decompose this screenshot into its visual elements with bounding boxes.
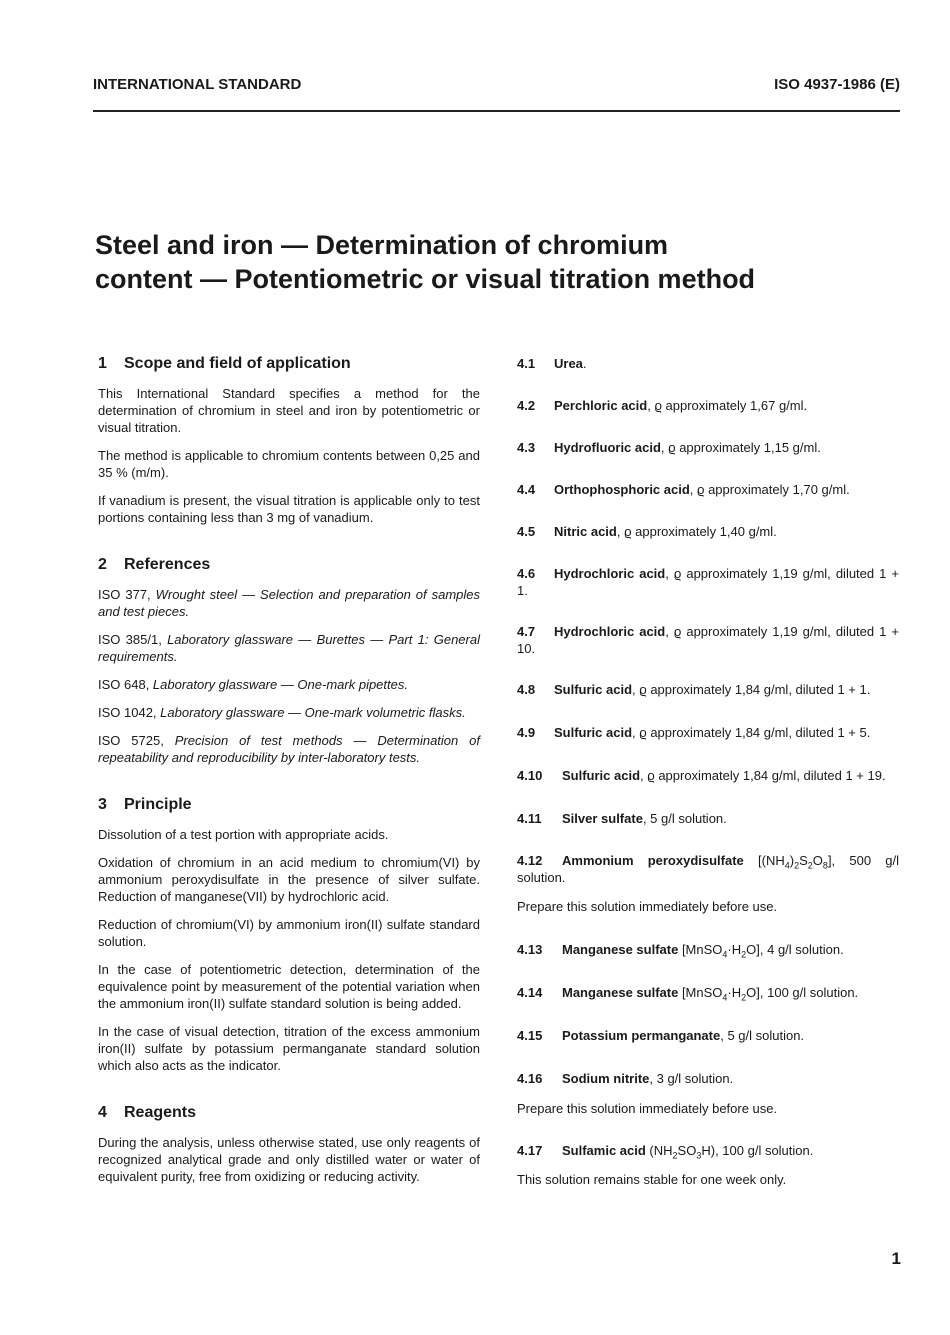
- scope-paragraph-1: This International Standard specifies a method for the determination of chromium in steel and iron by potentiometric or visual titration.: [98, 386, 480, 435]
- header-standard-label: INTERNATIONAL STANDARD: [93, 76, 302, 93]
- principle-paragraph-5: In the case of visual detection, titration of the excess ammonium iron(II) sulfate by potassium permanganate standard solution which also acts as the indicator.: [98, 1024, 480, 1073]
- reagent-4-2: 4.2 Perchloric acid, ϱ approximately 1,67 g/ml.: [517, 398, 808, 413]
- running-header: [93, 76, 900, 100]
- reagent-4-14: 4.14 Manganese sulfate $[MnSO_4\cdot H_2O]$, 100 g/l solution.: [517, 985, 859, 1003]
- reagent-4-16: 4.16 Sodium nitrite, 3 g/l solution.: [517, 1071, 734, 1086]
- header-document-number: ISO 4937-1986 (E): [774, 76, 900, 93]
- principle-paragraph-3: Reduction of chromium(VI) by ammonium iron(II) sulfate standard solution.: [98, 917, 480, 949]
- section-2-heading: 2 References: [98, 556, 211, 573]
- reagent-4-13: 4.13 Manganese sulfate $[MnSO_4\cdot H_2O]$, 4 g/l solution.: [517, 942, 844, 960]
- principle-paragraph-1: Dissolution of a test portion with appropriate acids.: [98, 827, 389, 842]
- reagent-4-12-note: Prepare this solution immediately before use.: [517, 899, 778, 914]
- reagent-4-4: 4.4 Orthophosphoric acid, ϱ approximately 1,70 g/ml.: [517, 482, 850, 497]
- reagent-4-15: 4.15 Potassium permanganate, 5 g/l solution.: [517, 1028, 805, 1043]
- reagent-4-1: 4.1 Urea.: [517, 356, 587, 371]
- title-line-1: Steel and iron — Determination of chromium: [95, 230, 669, 260]
- reagent-4-17-note: This solution remains stable for one week only.: [517, 1172, 787, 1187]
- principle-paragraph-4: In the case of potentiometric detection, determination of the equivalence point by measurement of the potential variation when the ammonium iron(II) sulfate standard solution is being added.: [98, 962, 480, 1011]
- reagents-intro: During the analysis, unless otherwise stated, use only reagents of recognized analytical grade and only distilled water or water of equivalent purity, free from oxidizing or reducing activity.: [98, 1135, 480, 1184]
- reagent-4-10: 4.10 Sulfuric acid, ϱ approximately 1,84 g/ml, diluted 1 + 19.: [517, 768, 886, 783]
- scope-paragraph-3: If vanadium is present, the visual titration is applicable only to test portions containing less than 3 mg of vanadium.: [98, 493, 480, 525]
- section-1-heading: 1 Scope and field of application: [98, 355, 351, 372]
- reagent-4-16-note: Prepare this solution immediately before use.: [517, 1101, 778, 1116]
- page-number: 1: [891, 1249, 901, 1268]
- reference-iso-5725: ISO 5725, Precision of test methods — Determination of repeatability and reproducibility by inter-laboratory tests.: [98, 733, 481, 765]
- reagent-4-7: 4.7 Hydrochloric acid, ϱ approximately 1,19 g/ml, diluted 1 + 10.: [517, 624, 900, 656]
- section-3-heading: 3 Principle: [98, 796, 192, 813]
- right-column: [517, 355, 899, 1188]
- reference-iso-648: ISO 648, Laboratory glassware — One-mark pipettes.: [98, 677, 408, 692]
- reference-iso-1042: ISO 1042, Laboratory glassware — One-mark volumetric flasks.: [98, 705, 466, 720]
- reagent-4-6: 4.6 Hydrochloric acid, ϱ approximately 1,19 g/ml, diluted 1 + 1.: [517, 566, 900, 598]
- reference-iso-385-1: ISO 385/1, Laboratory glassware — Burettes — Part 1: General requirements.: [98, 632, 480, 664]
- reagent-4-17: 4.17 Sulfamic acid $(NH_2SO_3H)$, 100 g/l solution.: [517, 1143, 814, 1161]
- document-title: [95, 228, 855, 296]
- left-column: [98, 355, 480, 1196]
- reagent-4-8: 4.8 Sulfuric acid, ϱ approximately 1,84 g/ml, diluted 1 + 1.: [517, 682, 871, 697]
- header-rule: [93, 110, 900, 112]
- principle-paragraph-2: Oxidation of chromium in an acid medium to chromium(VI) by ammonium peroxydisulfate in the presence of silver sulfate. Reduction of manganese(VII) by hydrochloric acid.: [98, 855, 480, 904]
- reagent-4-11: 4.11 Silver sulfate, 5 g/l solution.: [517, 811, 727, 826]
- title-line-2: content — Potentiometric or visual titration method: [95, 264, 756, 294]
- reagent-4-5: 4.5 Nitric acid, ϱ approximately 1,40 g/ml.: [517, 524, 777, 539]
- reagent-4-9: 4.9 Sulfuric acid, ϱ approximately 1,84 g/ml, diluted 1 + 5.: [517, 725, 871, 740]
- scope-paragraph-2: The method is applicable to chromium contents between 0,25 and 35 % (m/m).: [98, 448, 480, 480]
- section-4-heading: 4 Reagents: [98, 1104, 197, 1121]
- reference-iso-377: ISO 377, Wrought steel — Selection and preparation of samples and test pieces.: [98, 587, 480, 619]
- reagent-4-12: 4.12 Ammonium peroxydisulfate $[(NH_4)_2S_2O_8]$, 500 g/l solution.: [517, 853, 899, 885]
- reagent-4-3: 4.3 Hydrofluoric acid, ϱ approximately 1,15 g/ml.: [517, 440, 821, 455]
